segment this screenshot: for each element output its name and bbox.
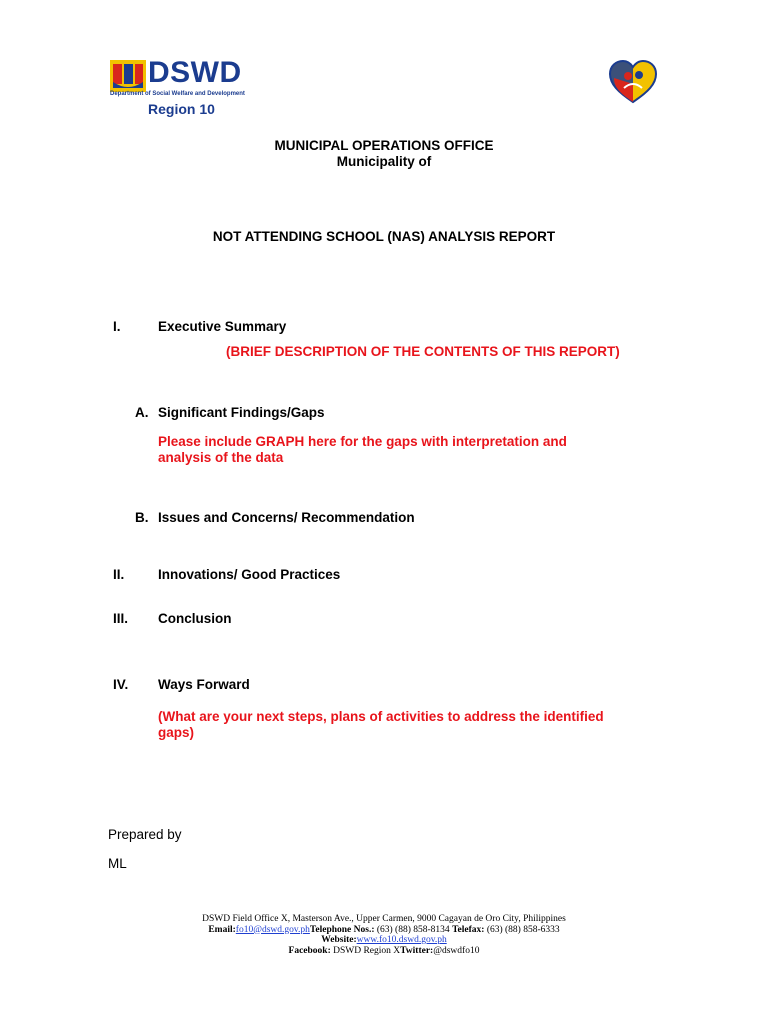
website-link[interactable]: www.fo10.dswd.gov.ph [356, 935, 447, 945]
section-heading-innovations: Innovations/ Good Practices [158, 567, 341, 582]
subsection-number: B. [135, 510, 149, 525]
municipality-label: Municipality of [336, 154, 432, 169]
section-number: IV. [113, 677, 129, 692]
telephone-label: Telephone Nos.: [309, 924, 375, 935]
facebook-value: DSWD Region X [330, 945, 401, 956]
footer-contact-line [0, 925, 768, 936]
subsection-number: A. [135, 405, 149, 420]
ways-forward-note-line-1: (What are your next steps, plans of activities to address the identified [158, 709, 604, 724]
footer [0, 914, 768, 956]
telefax-label: Telefax: [452, 924, 485, 935]
section-heading-findings: Significant Findings/Gaps [158, 405, 325, 420]
section-number: I. [113, 319, 121, 334]
heart-logo-icon [608, 60, 658, 104]
findings-note-line-2: analysis of the data [158, 450, 284, 465]
office-title: MUNICIPAL OPERATIONS OFFICE [274, 138, 494, 153]
footer-social-line [0, 946, 768, 957]
facebook-label: Facebook: [288, 945, 331, 956]
executive-summary-note: (BRIEF DESCRIPTION OF THE CONTENTS OF THIS REPORT) [226, 344, 620, 359]
dswd-emblem-icon [110, 60, 146, 92]
email-link[interactable]: fo10@dswd.gov.ph [235, 924, 310, 935]
section-heading-issues: Issues and Concerns/ Recommendation [158, 510, 415, 525]
email-label: Email: [208, 924, 236, 935]
section-number: III. [113, 611, 129, 626]
dswd-logo [110, 56, 260, 120]
section-number: II. [113, 567, 125, 582]
telefax-value: (63) (88) 858-6333 [484, 924, 560, 935]
website-label: Website: [321, 935, 357, 945]
region-label: Region 10 [148, 101, 215, 117]
twitter-value: @dswdfo10 [433, 945, 480, 956]
prepared-by-name: ML [108, 856, 127, 871]
report-title: NOT ATTENDING SCHOOL (NAS) ANALYSIS REPORT [212, 229, 556, 244]
ways-forward-note-line-2: gaps) [158, 725, 195, 740]
twitter-label: Twitter: [400, 945, 434, 956]
telephone-value: (63) (88) 858-8134 [374, 924, 453, 935]
logo-text: DSWD [148, 56, 242, 89]
section-heading-ways-forward: Ways Forward [158, 677, 250, 692]
logo-subtitle: Department of Social Welfare and Development [110, 91, 245, 97]
section-heading-conclusion: Conclusion [158, 611, 232, 626]
section-heading-executive-summary: Executive Summary [158, 319, 287, 334]
prepared-by-label: Prepared by [108, 827, 182, 842]
findings-note-line-1: Please include GRAPH here for the gaps with interpretation and [158, 434, 567, 449]
footer-address: DSWD Field Office X, Masterson Ave., Upper Carmen, 9000 Cagayan de Oro City, Philippines [202, 914, 566, 924]
footer-website-line [0, 935, 768, 946]
